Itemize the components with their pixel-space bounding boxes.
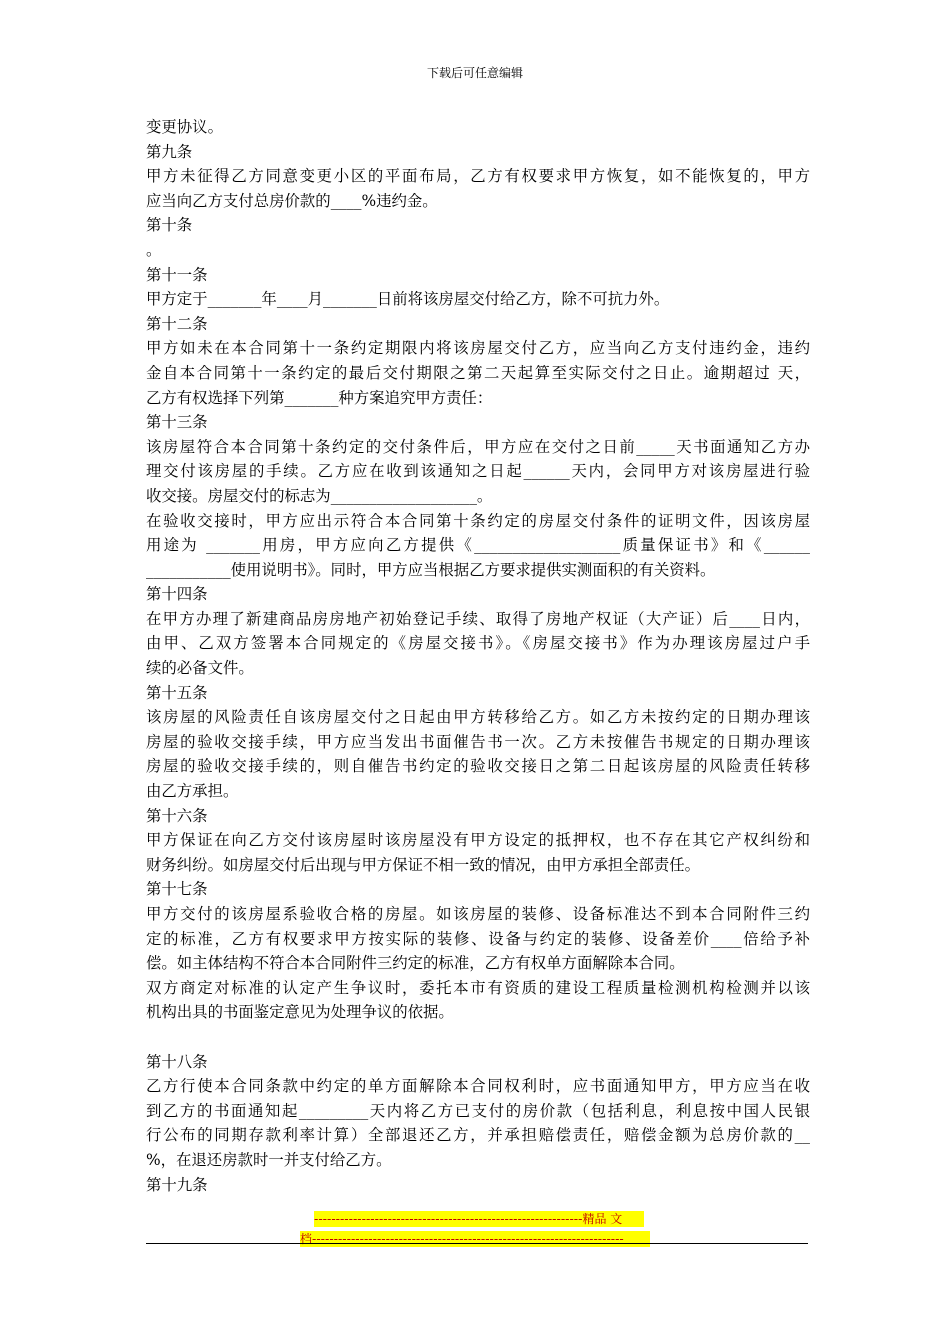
text-line: 在甲方办理了新建商品房房地产初始登记手续、取得了房地产权证（大产证）后____日内，: [146, 609, 810, 628]
footer-divider: [146, 1243, 808, 1244]
text-line: 房屋的验收交接手续的，则自催告书约定的验收交接日之第二日起该房屋的风险责任转移: [146, 757, 810, 776]
text-line: 甲方未征得乙方同意变更小区的平面布局，乙方有权要求甲方恢复，如不能恢复的，甲方: [146, 167, 810, 186]
article-heading: 第十三条: [146, 413, 208, 432]
article-heading: 第十条: [146, 216, 193, 235]
text-line: ___________使用说明书》。同时，甲方应当根据乙方要求提供实测面积的有关资料。: [146, 560, 716, 579]
text-line: 。: [146, 240, 162, 259]
article-heading: 第十九条: [146, 1175, 208, 1194]
text-line: 甲方保证在向乙方交付该房屋时该房屋没有甲方设定的抵押权，也不存在其它产权纠纷和: [146, 831, 810, 850]
text-line: 在验收交接时，甲方应出示符合本合同第十条约定的房屋交付条件的证明文件，因该房屋: [146, 511, 810, 530]
document-body: [146, 115, 810, 1197]
text-line: 用途为 _______用房，甲方应向乙方提供《___________________质量保证书》和《______: [146, 536, 810, 555]
text-line: 由乙方承担。: [146, 782, 239, 801]
text-line: 金自本合同第十一条约定的最后交付期限之第二天起算至实际交付之日止。逾期超过 天，: [146, 363, 810, 382]
text-line: 乙方行使本合同条款中约定的单方面解除本合同权利时，应书面通知甲方，甲方应当在收: [146, 1077, 810, 1096]
article-heading: 第十一条: [146, 265, 208, 284]
article-heading: 第十七条: [146, 880, 208, 899]
text-line: 收交接。房屋交付的标志为___________________。: [146, 486, 493, 505]
text-line: 甲方如未在本合同第十一条约定期限内将该房屋交付乙方，应当向乙方支付违约金，违约: [146, 339, 810, 358]
text-line: 房屋的验收交接手续，甲方应当发出书面催告书一次。乙方未按催告书规定的日期办理该: [146, 732, 810, 751]
text-line: 该房屋符合本合同第十条约定的交付条件后，甲方应在交付之日前_____天书面通知乙方办: [146, 437, 810, 456]
text-line: %，在退还房款时一并支付给乙方。: [146, 1150, 392, 1169]
article-heading: 第十四条: [146, 585, 208, 604]
article-heading: 第十二条: [146, 314, 208, 333]
page-header-note: 下载后可任意编辑: [426, 66, 523, 80]
article-heading: 第十八条: [146, 1052, 208, 1071]
footer-banner-line-1: --------------------------------------------------------------精品 文: [314, 1211, 644, 1227]
text-line: 变更协议。: [146, 118, 223, 136]
text-line: 续的必备文件。: [146, 659, 254, 678]
text-line: 应当向乙方支付总房价款的____%违约金。: [146, 191, 438, 210]
text-line: 定的标准，乙方有权要求甲方按实际的装修、设备与约定的装修、设备差价____倍给予补: [146, 929, 810, 948]
text-line: 由甲、乙双方签署本合同规定的《房屋交接书》。《房屋交接书》作为办理该房屋过户手: [146, 634, 810, 653]
text-line: 机构出具的书面鉴定意见为处理争议的依据。: [146, 1003, 454, 1022]
text-line: 理交付该房屋的手续。乙方应在收到该通知之日起______天内，会同甲方对该房屋进行验: [146, 462, 810, 481]
text-line: 乙方有权选择下列第_______种方案追究甲方责任：: [146, 388, 493, 407]
text-line: 甲方交付的该房屋系验收合格的房屋。如该房屋的装修、设备标准达不到本合同附件三约: [146, 905, 810, 923]
text-line: 行公布的同期存款利率计算）全部退还乙方，并承担赔偿责任，赔偿金额为总房价款的__: [146, 1126, 810, 1145]
text-line: 偿。如主体结构不符合本合同附件三约定的标准，乙方有权单方面解除本合同。: [146, 954, 685, 973]
text-line: 该房屋的风险责任自该房屋交付之日起由甲方转移给乙方。如乙方未按约定的日期办理该: [146, 708, 810, 727]
blank-line: [146, 1025, 810, 1050]
article-heading: 第十六条: [146, 806, 208, 825]
text-line: 双方商定对标准的认定产生争议时，委托本市有资质的建设工程质量检测机构检测并以该: [146, 978, 810, 997]
text-line: 甲方定于_______年____月_______日前将该房屋交付给乙方，除不可抗力外。: [146, 290, 670, 309]
footer-banner-line-2: 档------------------------------------------------------------------------: [300, 1231, 650, 1247]
text-line: 财务纠纷。如房屋交付后出现与甲方保证不相一致的情况，由甲方承担全部责任。: [146, 855, 701, 874]
article-heading: 第十五条: [146, 683, 208, 702]
article-heading: 第九条: [146, 142, 193, 161]
text-line: 到乙方的书面通知起_________天内将乙方已支付的房价款（包括利息，利息按中国人民银: [146, 1101, 810, 1120]
footer-banner: [300, 1211, 652, 1251]
